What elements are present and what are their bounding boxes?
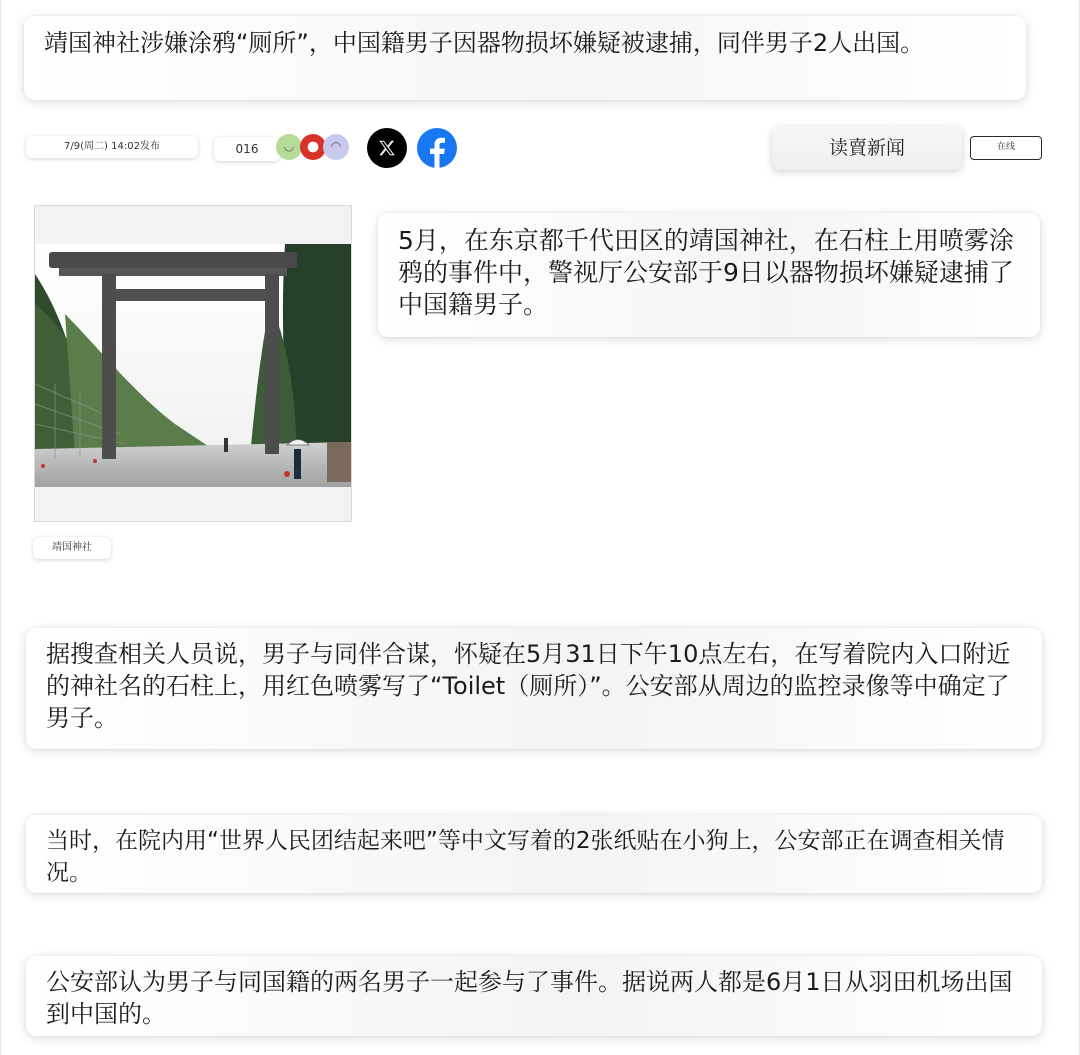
article-paragraph: 据搜查相关人员说，男子与同伴合谋，怀疑在5月31日下午10点左右，在写着院内入口附近的神社名的石柱上，用红色喷雾写了“Toilet（厕所）”。公安部从周边的监控录像等中确定了男子。 — [26, 628, 1042, 749]
share-x-button[interactable] — [367, 128, 407, 168]
share-facebook-button[interactable] — [417, 128, 457, 168]
article-headline: 靖国神社涉嫌涂鸦“厕所”，中国籍男子因器物损坏嫌疑被逮捕，同伴男子2人出国。 — [24, 16, 1026, 100]
smile-face-icon[interactable]: ◡ — [276, 134, 302, 160]
article-photo[interactable] — [34, 205, 352, 522]
torii-gate-photo — [35, 244, 352, 487]
sad-face-icon[interactable]: ◠ — [323, 134, 349, 160]
article-paragraph: 公安部认为男子与同国籍的两名男子一起参与了事件。据说两人都是6月1日从羽田机场出国到中国的。 — [26, 956, 1042, 1036]
photo-caption: 靖国神社 — [33, 537, 111, 559]
frame-border-left — [0, 0, 1, 1055]
article-paragraph: 当时，在院内用“世界人民团结起来吧”等中文写着的2张纸贴在小狗上，公安部正在调查相关情况。 — [26, 815, 1042, 893]
facebook-logo-icon — [417, 128, 457, 168]
source-yomiuri-button[interactable]: 读賣新闻 — [772, 126, 962, 170]
publish-date: 7/9(周二) 14:02发布 — [26, 136, 198, 158]
article-lede: 5月，在东京都千代田区的靖国神社，在石柱上用喷雾涂鸦的事件中，警视厅公安部于9日以器物损坏嫌疑逮捕了中国籍男子。 — [378, 213, 1040, 337]
online-button[interactable]: 在线 — [970, 136, 1042, 160]
x-logo-icon — [378, 139, 396, 157]
reaction-count-badge[interactable]: 016 — [214, 137, 280, 161]
